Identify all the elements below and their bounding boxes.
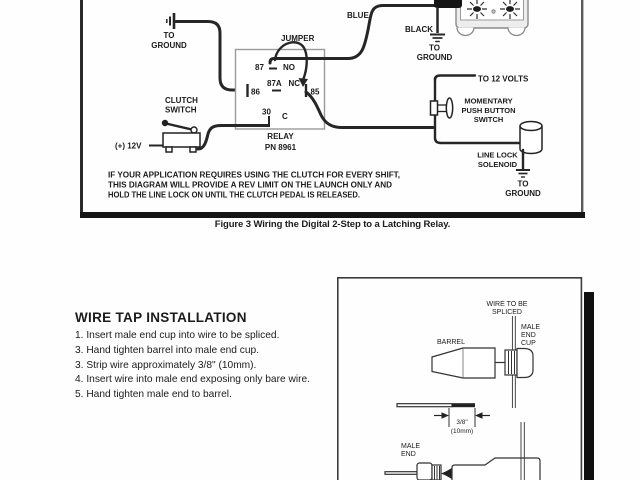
wire-bare-tip (452, 403, 475, 407)
dim-arrows (434, 412, 490, 418)
male-end-cup-label-3: CUP (521, 340, 536, 347)
warning-line-2: THIS DIAGRAM WILL PROVIDE A REV LIMIT ON THE LAUNCH ONLY AND (108, 180, 393, 190)
wire-to-be-spliced-label-2: SPLICED (492, 309, 522, 316)
figure-box-left-border (80, 0, 83, 218)
wiretap-illustration (337, 277, 583, 480)
wiretap-steps (75, 329, 319, 403)
figure-box-bottom-border (80, 212, 585, 218)
momentary-label-3: SWITCH (473, 115, 504, 124)
scan-artifact-bar (584, 292, 594, 480)
barrel-shape (432, 348, 495, 378)
clutch-switch-label-1: CLUTCH (165, 96, 198, 105)
ground-tr-label2: GROUND (416, 53, 453, 62)
wire-blue-label: BLUE (347, 11, 369, 20)
strip-length-label-2: (10mm) (450, 428, 474, 435)
ground-symbol-top-right (430, 35, 445, 42)
momentary-label-1: MOMENTARY (464, 96, 513, 106)
wiretap-step-1: 1. Insert male end cup into wire to be spliced. (75, 330, 280, 341)
wiretap-step-3: 3. Strip wire approximately 3/8" (10mm). (75, 359, 257, 371)
warning-note (108, 171, 400, 200)
male-end-cup-shape (505, 349, 533, 378)
male-end-cup-label-2: END (521, 332, 536, 339)
wiretap-title: WIRE TAP INSTALLATION (75, 310, 247, 325)
relay-pin-87: 87 (255, 63, 264, 72)
male-end-label-2: END (401, 451, 416, 458)
male-end-label-1: MALE (401, 443, 421, 450)
wiring-diagram-figure3 (80, 0, 585, 218)
relay-pn-label: PN 8961 (264, 143, 297, 152)
wire-ground-to-86 (176, 22, 245, 91)
two-step-module (434, 0, 528, 36)
line-lock-solenoid (520, 122, 542, 154)
wiretap-step-2: 3. Hand tighten barrel into male end cup. (75, 344, 260, 356)
relay-label: RELAY (267, 132, 294, 141)
ground-symbol-top-left (167, 13, 174, 29)
male-end-shape (417, 463, 441, 480)
ground-tl-label2: GROUND (151, 41, 187, 50)
bottom-barrel-shape (452, 458, 540, 480)
momentary-label-2: PUSH BUTTON (461, 106, 516, 115)
relay-pin-87-no: NO (283, 63, 295, 72)
module-notch-left (457, 28, 474, 36)
jumper-label: JUMPER (281, 34, 315, 43)
module-led (492, 10, 495, 13)
wire-to-12v (435, 76, 475, 81)
illustration-box-border (338, 278, 582, 480)
clutch-switch-label-2: SWITCH (165, 105, 197, 115)
wire-insulated-part (397, 404, 452, 407)
ground-br-label2: GROUND (505, 189, 541, 198)
ground-br-label: TO (517, 179, 529, 189)
relay-pin-87a-nc: NC (288, 79, 301, 88)
relay-pin-30: 30 (262, 107, 271, 117)
figure3-caption: Figure 3 Wiring the Digital 2-Step to a Latching Relay. (214, 219, 451, 230)
figure-box-right-border (581, 0, 583, 213)
supply-12v-label: (+) 12V (115, 141, 142, 151)
relay-pin-87a: 87A (267, 79, 282, 88)
barrel-label: BARREL (436, 339, 466, 346)
momentary-push-button-switch (431, 98, 453, 118)
male-end-cup-label-1: MALE (521, 324, 541, 331)
clutch-switch (162, 120, 200, 152)
wire-black-label: BLACK (405, 25, 433, 34)
ground-symbol-bottom-right (516, 170, 530, 177)
wire-to-be-spliced-label-1: WIRE TO BE (486, 301, 528, 308)
strip-length-label-1: 3/8" (456, 419, 468, 426)
relay-pin-86: 86 (251, 87, 260, 97)
module-wire-connector (434, 0, 462, 8)
warning-line-3: HOLD THE LINE LOCK ON UNTIL THE CLUTCH PEDAL IS RELEASED. (108, 190, 360, 200)
line-lock-label-1: LINE LOCK (477, 150, 518, 160)
ground-tl-label: TO (163, 31, 175, 40)
module-notch-right (508, 28, 525, 36)
relay-pin-85: 85 (310, 87, 320, 97)
ground-tr-label: TO (429, 43, 440, 53)
relay-pin-30-c: C (282, 112, 288, 121)
warning-line-1: IF YOUR APPLICATION REQUIRES USING THE CLUTCH FOR EVERY SHIFT, (108, 170, 400, 180)
to-12-volts-label: TO 12 VOLTS (478, 74, 529, 84)
line-lock-label-2: SOLENOID (477, 160, 518, 169)
wiretap-section (75, 310, 319, 403)
wiretap-step-5: 5. Hand tighten male end to barrel. (75, 389, 232, 401)
bottom-wire-in (385, 472, 417, 475)
wiretap-step-4: 4. Insert wire into male end exposing only bare wire. (75, 374, 310, 386)
